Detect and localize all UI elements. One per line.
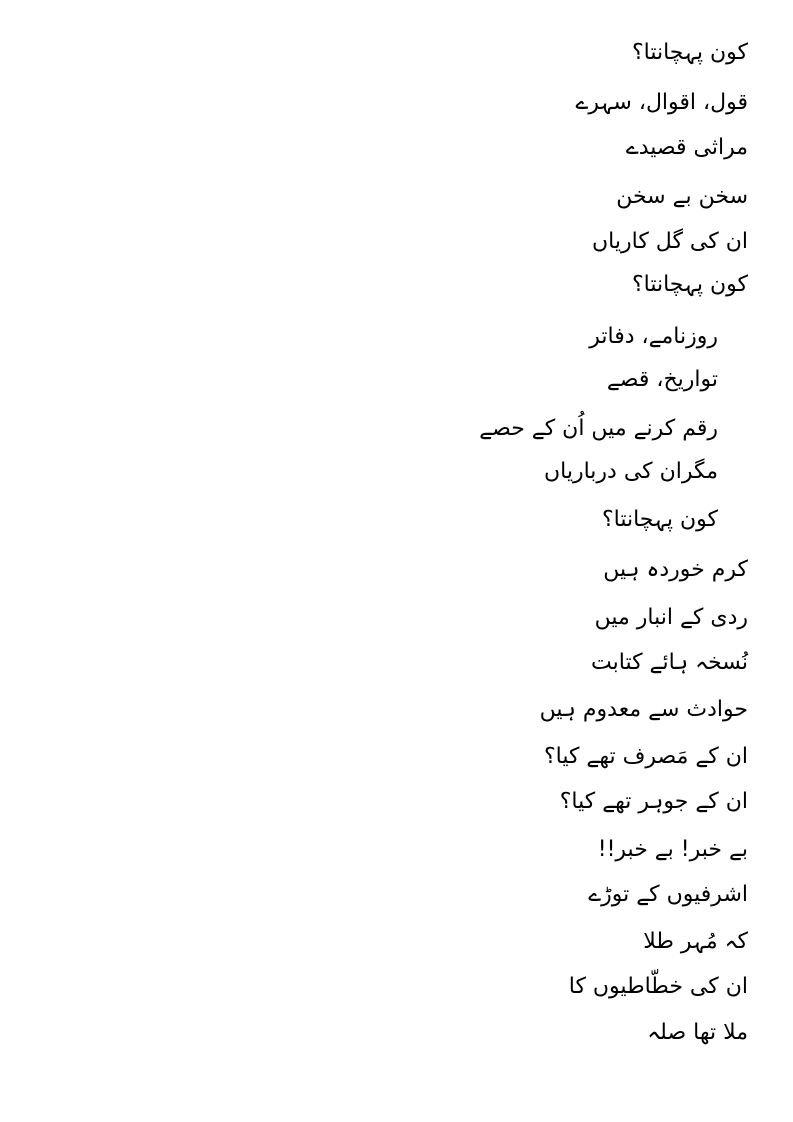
poem-line: اشرفیوں کے توڑے	[588, 882, 748, 907]
poem-line: سخن بے سخن	[616, 184, 748, 209]
poem-line: حوادث سے معدوم ہیں	[539, 697, 748, 722]
poem-line: مگران کی درباریاں	[544, 459, 718, 484]
poem-line: قول، اقوال، سہرے	[575, 90, 748, 115]
poem-line: کون پہچانتا؟	[631, 272, 748, 297]
poem-line: تواریخ، قصے	[606, 367, 718, 392]
poem-line: مراثی قصیدے	[625, 135, 748, 160]
poem-line: روزنامے، دفاتر	[589, 324, 718, 349]
poem-line: ان کے مَصرف تھے کیا؟	[543, 744, 748, 769]
poem-line: ردی کے انبار میں	[594, 605, 748, 630]
poem-line: کہ مُہر طلا	[643, 929, 748, 954]
poem-line: ان کے جوہر تھے کیا؟	[559, 789, 748, 814]
poem-line: ان کی خطّاطیوں کا	[568, 974, 748, 999]
poem-line: ملا تھا صلہ	[647, 1020, 748, 1045]
poem-line: کون پہچانتا؟	[601, 507, 718, 532]
poem-line: ان کی گل کاریاں	[592, 229, 748, 254]
poem-line: کرم خوردہ ہیں	[603, 557, 748, 582]
poem-line: کون پہچانتا؟	[631, 40, 748, 65]
poem-line: نُسخہ ہائے کتابت	[591, 650, 748, 675]
poem-line: بے خبر! بے خبر!!	[597, 837, 748, 862]
poem-line: رقم کرنے میں اُن کے حصے	[479, 416, 718, 441]
